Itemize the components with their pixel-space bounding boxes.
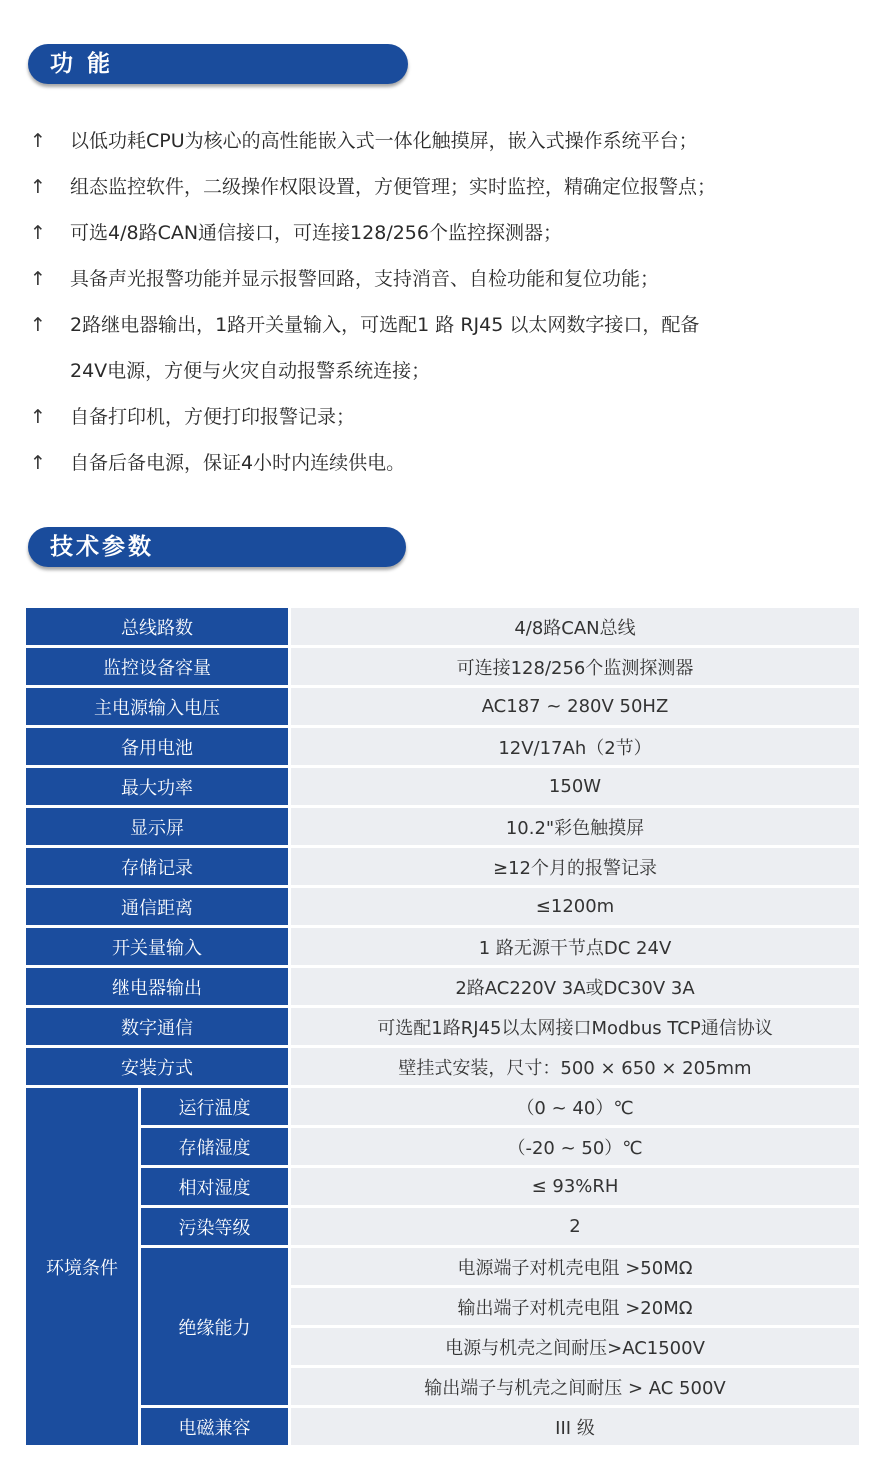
- feature-text: 自备后备电源，保证4小时内连续供电。: [70, 452, 406, 474]
- feature-item: [28, 256, 878, 302]
- env-value: （-20 ~ 50）℃: [291, 1128, 859, 1165]
- table-row: [26, 1048, 859, 1085]
- spec-value: 可连接128/256个监测探测器: [291, 648, 859, 685]
- spec-label: 数字通信: [26, 1008, 291, 1045]
- spec-value: 150W: [291, 768, 859, 805]
- spec-label: 显示屏: [26, 808, 291, 845]
- feature-text-continued: 24V电源，方便与火灾自动报警系统连接；: [70, 360, 431, 382]
- env-value: （0 ~ 40）℃: [291, 1088, 859, 1125]
- spec-value: 12V/17Ah（2节）: [291, 728, 859, 765]
- table-row: [26, 968, 859, 1005]
- env-sub-label: 存储湿度: [141, 1128, 291, 1165]
- env-value: 2: [291, 1208, 859, 1245]
- table-row: [26, 808, 859, 845]
- table-row: [26, 768, 859, 805]
- feature-item: [28, 210, 878, 256]
- spec-value: AC187 ~ 280V 50HZ: [291, 688, 859, 725]
- table-row: [26, 928, 859, 965]
- functions-section-header: 功 能: [28, 44, 408, 84]
- specs-section-header: 技术参数: [28, 527, 406, 567]
- spec-label: 备用电池: [26, 728, 291, 765]
- arrow-up-icon: ↑: [30, 314, 46, 336]
- insulation-value: 输出端子与机壳之间耐压 > AC 500V: [291, 1368, 859, 1405]
- specs-table: [26, 605, 859, 1448]
- feature-text: 2路继电器输出，1路开关量输入，可选配1 路 RJ45 以太网数字接口，配备: [70, 314, 700, 336]
- table-row: [26, 1008, 859, 1045]
- spec-value: 2路AC220V 3A或DC30V 3A: [291, 968, 859, 1005]
- spec-value: 壁挂式安装，尺寸：500 × 650 × 205mm: [291, 1048, 859, 1085]
- env-sub-label: 污染等级: [141, 1208, 291, 1245]
- spec-value: 可选配1路RJ45以太网接口Modbus TCP通信协议: [291, 1008, 859, 1045]
- table-row: [26, 1208, 859, 1245]
- environment-label: 环境条件: [26, 1088, 141, 1445]
- table-row: [26, 1408, 859, 1445]
- env-sub-label: 运行温度: [141, 1088, 291, 1125]
- table-row: [26, 648, 859, 685]
- feature-item: [28, 440, 878, 486]
- env-sub-label: 相对湿度: [141, 1168, 291, 1205]
- arrow-up-icon: ↑: [30, 176, 46, 198]
- spec-label: 最大功率: [26, 768, 291, 805]
- insulation-value: 电源端子对机壳电阻 >50MΩ: [291, 1248, 859, 1285]
- feature-item: [28, 118, 878, 164]
- spec-value: 4/8路CAN总线: [291, 608, 859, 645]
- table-row: [26, 608, 859, 645]
- emc-value: III 级: [291, 1408, 859, 1445]
- table-row: [26, 888, 859, 925]
- spec-label: 存储记录: [26, 848, 291, 885]
- feature-text: 具备声光报警功能并显示报警回路，支持消音、自检功能和复位功能；: [70, 268, 660, 290]
- feature-text: 组态监控软件，二级操作权限设置，方便管理；实时监控，精确定位报警点；: [70, 176, 717, 198]
- table-row: [26, 1128, 859, 1165]
- insulation-value: 输出端子对机壳电阻 >20MΩ: [291, 1288, 859, 1325]
- arrow-up-icon: ↑: [30, 268, 46, 290]
- arrow-up-icon: ↑: [30, 222, 46, 244]
- table-row: [26, 1088, 859, 1125]
- features-list: [28, 118, 878, 486]
- arrow-up-icon: ↑: [30, 452, 46, 474]
- spec-label: 总线路数: [26, 608, 291, 645]
- spec-label: 监控设备容量: [26, 648, 291, 685]
- table-row: [26, 728, 859, 765]
- table-row: [26, 1168, 859, 1205]
- feature-item: [28, 394, 878, 440]
- spec-label: 继电器输出: [26, 968, 291, 1005]
- table-row: [26, 848, 859, 885]
- table-row: [26, 688, 859, 725]
- feature-text: 自备打印机，方便打印报警记录；: [70, 406, 356, 428]
- spec-value: ≥12个月的报警记录: [291, 848, 859, 885]
- spec-label: 通信距离: [26, 888, 291, 925]
- spec-label: 主电源输入电压: [26, 688, 291, 725]
- insulation-label: 绝缘能力: [141, 1248, 291, 1405]
- spec-label: 开关量输入: [26, 928, 291, 965]
- spec-value: ≤1200m: [291, 888, 859, 925]
- feature-item: [28, 302, 878, 394]
- env-value: ≤ 93%RH: [291, 1168, 859, 1205]
- spec-label: 安装方式: [26, 1048, 291, 1085]
- feature-text: 以低功耗CPU为核心的高性能嵌入式一体化触摸屏，嵌入式操作系统平台；: [70, 130, 698, 152]
- table-row: [26, 1248, 859, 1285]
- emc-label: 电磁兼容: [141, 1408, 291, 1445]
- arrow-up-icon: ↑: [30, 406, 46, 428]
- feature-item: [28, 164, 878, 210]
- spec-value: 1 路无源干节点DC 24V: [291, 928, 859, 965]
- feature-text: 可选4/8路CAN通信接口，可连接128/256个监控探测器；: [70, 222, 562, 244]
- insulation-value: 电源与机壳之间耐压>AC1500V: [291, 1328, 859, 1365]
- spec-value: 10.2"彩色触摸屏: [291, 808, 859, 845]
- arrow-up-icon: ↑: [30, 130, 46, 152]
